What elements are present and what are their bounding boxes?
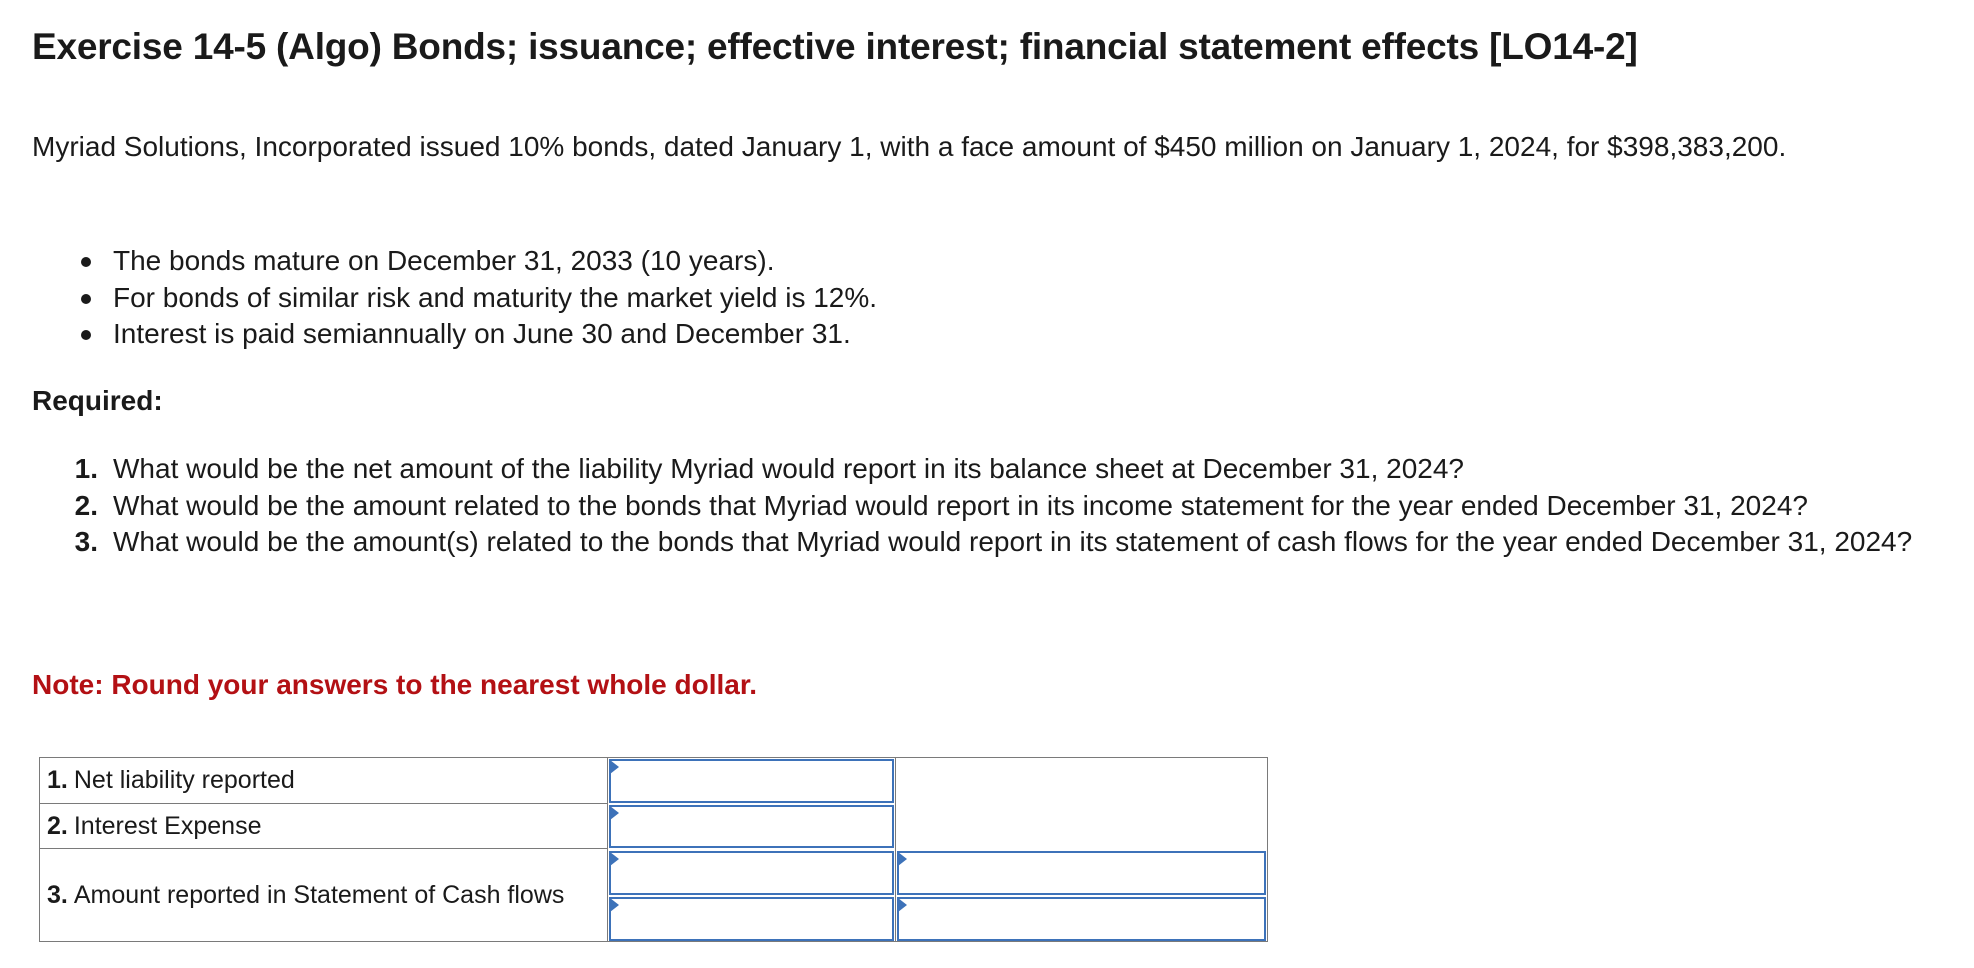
question-item <box>32 451 1932 488</box>
row-label-cash-flows <box>40 849 608 941</box>
questions-list <box>32 451 1932 561</box>
question-number: 1. <box>74 453 98 484</box>
fact-text: For bonds of similar risk and maturity the market yield is 12%. <box>113 281 878 313</box>
cash-flow-item-1-input[interactable] <box>611 853 892 893</box>
question-item <box>32 488 1932 525</box>
cash-flow-label-cell-2 <box>609 897 894 941</box>
net-liability-cell <box>609 759 894 803</box>
row-number: 3. <box>47 880 68 909</box>
dropdown-marker-icon <box>610 898 619 912</box>
row-label-interest-expense <box>40 804 608 849</box>
cash-flow-item-2-input[interactable] <box>611 899 892 939</box>
bullet-icon <box>81 330 91 340</box>
cash-flow-amount-1-input[interactable] <box>899 853 1264 893</box>
row-label-text: Net liability reported <box>73 766 295 794</box>
interest-expense-cell <box>609 805 894 848</box>
row-label-text: Amount reported in Statement of Cash flows <box>73 880 565 909</box>
problem-intro: Myriad Solutions, Incorporated issued 10% bonds, dated January 1, with a face amount of $450 million on January 1, 2024, for $398,383,200. <box>32 131 1787 162</box>
input-marker-icon <box>610 806 619 820</box>
fact-text: Interest is paid semiannually on June 30 and December 31. <box>113 318 851 349</box>
question-text: What would be the amount related to the bonds that Myriad would report in its income statement for the year ended December 31, 2024? <box>113 489 1808 521</box>
rounding-note: Note: Round your answers to the nearest whole dollar. <box>32 669 758 700</box>
input-marker-icon <box>898 898 907 912</box>
row-number: 2. <box>47 811 68 840</box>
bullet-icon <box>81 257 91 267</box>
row-label-net-liability <box>40 758 608 804</box>
column-divider <box>895 758 896 941</box>
required-heading: Required: <box>32 385 163 416</box>
question-number: 3. <box>74 526 98 557</box>
interest-expense-input[interactable] <box>611 807 892 846</box>
fact-item <box>32 243 877 280</box>
cash-flow-amount-2-input[interactable] <box>899 899 1264 939</box>
answer-table <box>39 757 1268 942</box>
question-number: 2. <box>74 489 98 521</box>
fact-item <box>32 316 877 353</box>
question-item <box>32 524 1932 561</box>
row-number: 1. <box>47 766 68 794</box>
facts-list <box>32 243 877 353</box>
input-marker-icon <box>610 760 619 774</box>
dropdown-marker-icon <box>610 852 619 866</box>
input-marker-icon <box>898 852 907 866</box>
cash-flow-amount-cell-1 <box>897 851 1266 895</box>
row-label-text: Interest Expense <box>73 811 262 840</box>
question-text: What would be the net amount of the liability Myriad would report in its balance sheet at December 31, 2024? <box>113 453 1464 484</box>
fact-item <box>32 280 877 317</box>
question-text: What would be the amount(s) related to the bonds that Myriad would report in its statement of cash flows for the year ended December 31, 2024? <box>113 526 1913 557</box>
exercise-title: Exercise 14-5 (Algo) Bonds; issuance; effective interest; financial statement effects [LO14-2] <box>32 26 1638 67</box>
bullet-icon <box>81 294 91 304</box>
net-liability-input[interactable] <box>611 761 892 801</box>
cash-flow-amount-cell-2 <box>897 897 1266 941</box>
cash-flow-label-cell-1 <box>609 851 894 895</box>
fact-text: The bonds mature on December 31, 2033 (10 years). <box>113 245 775 276</box>
